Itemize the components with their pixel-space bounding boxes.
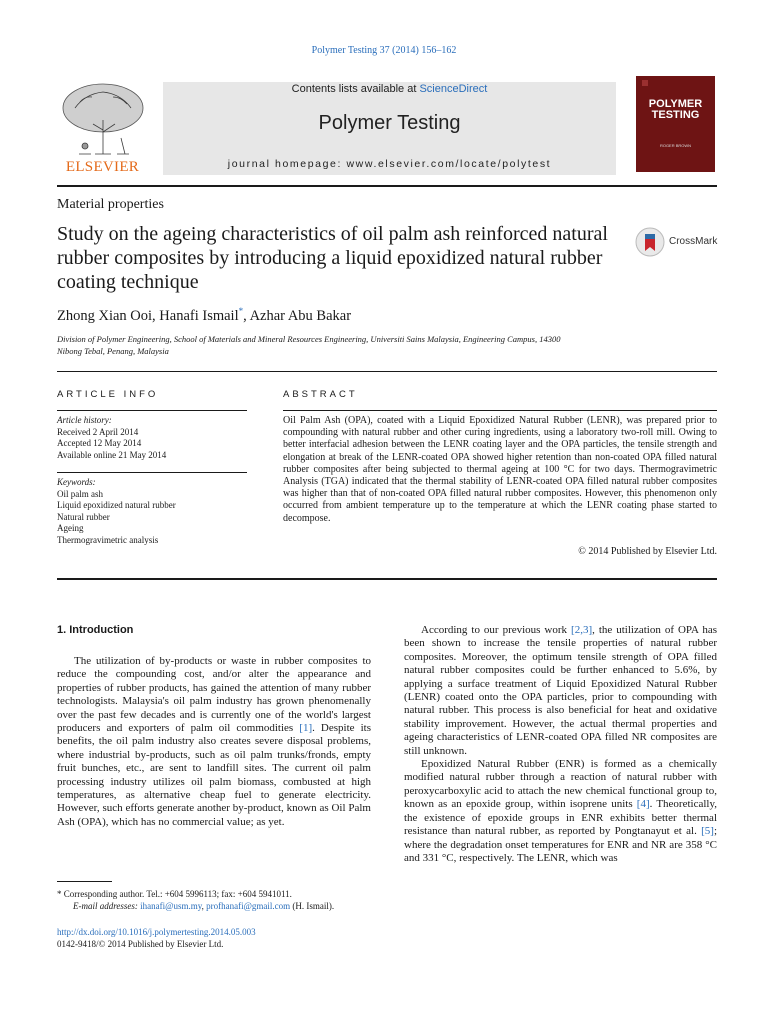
keywords-label: Keywords: [57, 477, 96, 487]
crossmark-icon [635, 227, 665, 257]
text: . Despite its benefits, the oil palm industry also creates severe disposal problems, where industrial by-products, such as oil palm trunks/fronds, empty fruit bunches, etc., are sent to landfill sites. The current oil palm processing industry utilizes oil palm biomass, combusted at high temperatures, as alternative cheap fuel to generate electricity. However, such efforts generate another by-product, known as Oil Palm Ash (OPA), which has no commercial value; as yet. [57, 722, 371, 828]
journal-homepage [163, 158, 616, 170]
abstract-end-rule [57, 578, 717, 580]
abstract-copyright: © 2014 Published by Elsevier Ltd. [578, 546, 717, 557]
contents-line [163, 83, 616, 95]
footnote-rule [57, 881, 112, 882]
journal-cover[interactable] [636, 76, 715, 172]
keywords [57, 477, 176, 546]
elsevier-wordmark: ELSEVIER [65, 159, 140, 175]
elsevier-tree-icon [55, 80, 150, 158]
history-label: Article history: [57, 415, 112, 425]
article-info-heading: ARTICLE INFO [57, 389, 159, 400]
email-label: E-mail addresses: [73, 901, 141, 911]
keywords-rule [57, 472, 247, 473]
issn-line: 0142-9418/© 2014 Published by Elsevier Ltd. [57, 939, 224, 949]
body-column-left [57, 655, 371, 829]
keyword-item: Thermogravimetric analysis [57, 534, 159, 545]
contents-prefix: Contents lists available at [291, 83, 420, 95]
page-footer [57, 926, 256, 950]
citation-link[interactable]: [4] [636, 798, 650, 811]
elsevier-logo [55, 80, 150, 176]
author-list [57, 306, 351, 325]
abstract-heading: ABSTRACT [283, 389, 358, 400]
article-info-rule [57, 410, 247, 411]
section-heading-introduction: 1. Introduction [57, 624, 134, 636]
text: Epoxidized Natural Rubber (ENR) is formed as a chemically modified natural rubber through a reaction of natural rubber with peroxycarboxylic acid to attach the new chemical functional group to, known as an epoxide group, within isoprene units [404, 758, 717, 811]
history-received: Received 2 April 2014 [57, 426, 139, 437]
journal-reference-link[interactable]: Polymer Testing 37 (2014) 156–162 [311, 45, 457, 56]
body-column-right [404, 624, 717, 865]
crossmark-label: CrossMark [669, 236, 718, 247]
citation-link[interactable]: [5] [701, 825, 714, 838]
text: . Theoretically, the existence of epoxide groups in ENR exhibits better thermal resistance than natural rubber, as reported by Pongtanayut et al. [404, 798, 717, 838]
text: ; where the degradation onset temperatures for ENR and NR are 358 °C and 331 °C, respectively. The LENR, which was [404, 825, 717, 864]
journal-reference[interactable] [0, 45, 768, 56]
crossmark-badge[interactable] [635, 227, 725, 257]
journal-title: Polymer Testing [318, 112, 461, 134]
sciencedirect-link[interactable]: ScienceDirect [419, 83, 488, 95]
email-link[interactable]: profhanafi@gmail.com [206, 901, 291, 911]
cover-editor: ROGER BROWN [659, 143, 692, 148]
article-category: Material properties [57, 197, 164, 212]
text: , the utilization of OPA has been shown to increase the tensile properties of natural rubber composites. Moreover, the optimum tensile strength of OPA filled natural rubber composites could be further enhanced to 5.6%, by applying a surface treatment of Liquid Epoxidized Natural Rubber (LENR) coated onto the OPA particles, prior to compounding with natural rubber. This process is also beneficial for heat and oxidative stability improvement. However, the actual thermal properties and ageing characteristics of LENR-coated OPA filled NR composites are still unknown. [404, 624, 717, 757]
cover-badge [642, 80, 648, 86]
paragraph [404, 624, 717, 758]
paragraph [57, 655, 371, 829]
article-history [57, 415, 166, 461]
email-link[interactable]: ihanafi@usm.my [140, 901, 202, 911]
paragraph [404, 758, 717, 865]
homepage-link[interactable]: www.elsevier.com/locate/polytest [346, 158, 552, 170]
text: The utilization of by-products or waste in rubber composites to reduce the compounding cost, and/or alter the appearance and properties of rubber products, has gained the attention of many rubber technologists. Malaysia's oil palm industry has grown phenomenally over the past few decades and is currently one of the world's largest producers and exporters of palm oil commodities [57, 655, 371, 735]
keyword-item: Ageing [57, 523, 84, 533]
author-affiliation: Division of Polymer Engineering, School of Materials and Mineral Resources Engineering, Universiti Sains Malaysia, Engineering Campus, 14300 Nibong Tebal, Penang, Malaysia [57, 334, 561, 356]
header-rule [57, 185, 717, 187]
journal-banner [163, 82, 616, 175]
cover-title: POLYMER TESTING [648, 98, 703, 121]
citation-link[interactable]: [2,3] [571, 624, 593, 636]
keyword-item: Liquid epoxidized natural rubber [57, 500, 176, 510]
article-title: Study on the ageing characteristics of oil palm ash reinforced natural rubber composites by introducing a liquid epoxidized natural rubber coating technique [57, 223, 608, 293]
footnote [57, 888, 372, 912]
separator: , [201, 901, 207, 911]
keyword-item: Natural rubber [57, 511, 110, 522]
homepage-prefix: journal homepage: [227, 158, 347, 170]
authors-rest: , Azhar Abu Bakar [243, 307, 352, 324]
corresponding-author-mark[interactable]: * [238, 306, 244, 316]
authors-first: Zhong Xian Ooi, Hanafi Ismail [57, 307, 239, 324]
history-online: Available online 21 May 2014 [57, 449, 167, 460]
abstract-rule [283, 410, 717, 411]
keyword-item: Oil palm ash [57, 488, 103, 499]
text: According to our previous work [421, 624, 572, 636]
history-accepted: Accepted 12 May 2014 [57, 438, 142, 448]
email-line [57, 900, 372, 912]
doi-link[interactable]: http://dx.doi.org/10.1016/j.polymertesting.2014.05.003 [57, 927, 256, 937]
citation-link[interactable]: [1] [299, 722, 313, 735]
email-owner: (H. Ismail). [290, 901, 335, 911]
corresponding-author-note: * Corresponding author. Tel.: +604 5996113; fax: +604 5941011. [57, 889, 292, 899]
abstract-text: Oil Palm Ash (OPA), coated with a Liquid Epoxidized Natural Rubber (LENR), was prepared prior to compounding with natural rubber and other curing ingredients, using a laboratory two-roll mill. Owing to better interfacial adhesion between the LENR coating layer and the OPA particles, the tensile strength and elongation at break of the LENR-coated OPA showed higher retention than non-coated OPA filled natural rubber composites after being subjected to thermal ageing at 100 °C for two days. Thermogravimetric Analysis (TGA) indicated that the thermal stability of LENR-coated OPA filled natural rubber composites was higher than that of non-coated OPA filled natural rubber composites. However, this phenomenon only occurred from ambient temperature up to the temperature at which the LENR coating phase started to decompose. [283, 415, 717, 524]
title-rule [57, 371, 717, 372]
